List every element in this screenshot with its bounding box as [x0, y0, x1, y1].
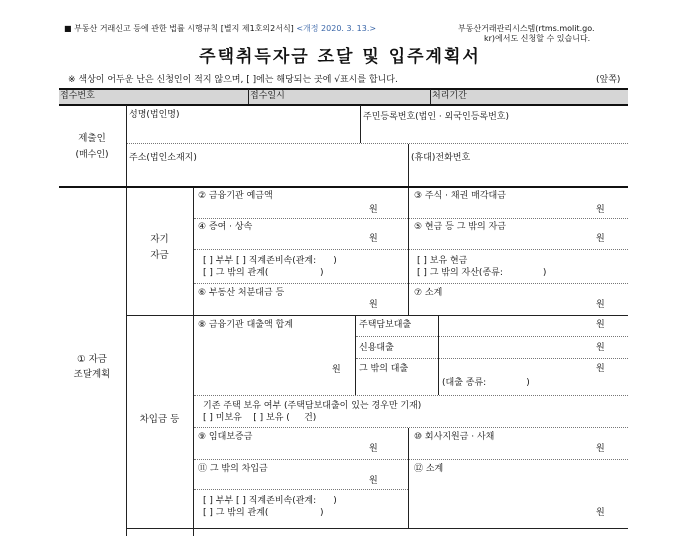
receipt-divider-1 — [248, 89, 249, 104]
borrow-relation-line-1: [ ] 부부 [ ] 직계존비속(관계: ) — [203, 496, 337, 506]
gift-relation-line-1: [ ] 부부 [ ] 직계존비속(관계: ) — [203, 256, 337, 266]
receipt-bottom-border — [59, 104, 628, 106]
item-6-property-sale: ⑥ 부동산 처분대금 등 — [198, 288, 285, 298]
row-divider — [194, 427, 628, 428]
item-8-bank-loans: ⑧ 금융기관 대출액 합계 — [198, 320, 293, 330]
page-side-label: (앞쪽) — [596, 75, 621, 85]
submitter-divider — [126, 105, 127, 186]
item-7-subtotal: ⑦ 소계 — [414, 288, 443, 298]
borrowed-funds-label: 차입금 등 — [139, 414, 180, 425]
mortgage-loan-label: 주택담보대출 — [359, 320, 412, 330]
own-funds-label: 자기 — [150, 234, 169, 245]
row-divider — [194, 459, 628, 460]
own-funds-mid-divider — [408, 188, 409, 315]
other-loan-label: 그 밖의 대출 — [359, 364, 409, 374]
row-divider — [194, 489, 408, 490]
funding-category-divider — [193, 188, 194, 536]
unit-won: 원 — [596, 508, 605, 518]
own-funds-sublabel: 자금 — [150, 250, 169, 261]
row-divider — [194, 218, 628, 219]
system-note-2: kr)에서도 신청할 수 있습니다. — [484, 34, 591, 43]
item-4-gift: ④ 증여 · 상속 — [198, 222, 253, 232]
own-funds-bottom-border — [127, 315, 628, 316]
receipt-row — [59, 89, 628, 104]
credit-loan-label: 신용대출 — [359, 343, 394, 353]
id-number-label: 주민등록번호(법인 · 외국인등록번호) — [363, 112, 510, 122]
unit-won: 원 — [369, 205, 378, 215]
borrowed-mid-divider — [408, 428, 409, 528]
address-label: 주소(법인소재지) — [129, 153, 197, 163]
address-phone-divider — [408, 144, 409, 186]
funding-section-sublabel: 조달계획 — [73, 369, 111, 380]
loan-total-divider — [355, 316, 356, 395]
legal-basis-line — [64, 24, 376, 34]
item-5-cash: ⑤ 현금 등 그 밖의 자금 — [414, 222, 506, 232]
cash-option-line-1: [ ] 보유 현금 — [417, 256, 468, 266]
name-id-divider — [360, 105, 361, 143]
unit-won: 원 — [369, 234, 378, 244]
unit-won: 원 — [596, 205, 605, 215]
gift-relation-line-2: [ ] 그 밖의 관계( ) — [203, 268, 324, 278]
phone-label: (휴대)전화번호 — [411, 153, 471, 163]
system-note-1: 부동산거래관리시스템(rtms.molit.go. — [458, 24, 595, 33]
revision-date: <개정 2020. 3. 13.> — [296, 24, 377, 33]
item-10-company-support: ⑩ 회사지원금 · 사채 — [414, 432, 495, 442]
unit-won: 원 — [596, 320, 605, 330]
legal-basis: ■ 부동산 거래신고 등에 관한 법률 시행규칙 [별지 제1호의2서식] — [64, 24, 294, 33]
unit-won: 원 — [332, 365, 341, 375]
unit-won: 원 — [596, 300, 605, 310]
unit-won: 원 — [596, 234, 605, 244]
cash-option-line-2: [ ] 그 밖의 자산(종류: ) — [417, 268, 547, 278]
row-divider — [356, 336, 628, 337]
row-divider — [194, 395, 628, 396]
borrow-relation-line-2: [ ] 그 밖의 관계( ) — [203, 508, 324, 518]
receipt-number-label: 접수번호 — [60, 91, 95, 101]
submitter-label: 제출인 — [78, 133, 106, 144]
submitter-sublabel: (매수인) — [75, 150, 109, 160]
item-11-other-borrowing: ⑪ 그 밖의 차입금 — [198, 464, 268, 474]
receipt-divider-2 — [430, 89, 431, 104]
loan-type-divider — [438, 316, 439, 395]
submitter-row-divider — [127, 143, 628, 144]
item-9-lease-deposit: ⑨ 임대보증금 — [198, 432, 253, 442]
processing-period-label: 처리기간 — [432, 91, 467, 101]
item-3-stocks: ③ 주식 · 채권 매각대금 — [414, 191, 506, 201]
borrowed-bottom-border — [127, 528, 628, 529]
row-divider — [356, 358, 628, 359]
item-2-deposits: ② 금융기관 예금액 — [198, 191, 273, 201]
form-notice: ※ 색상이 어두운 난은 신청인이 적지 않으며, [ ]에는 해당되는 곳에 √표시를 합니다. — [68, 75, 398, 85]
existing-house-options: [ ] 미보유 [ ] 보유 ( 건) — [203, 413, 317, 423]
loan-type-field: (대출 종류: ) — [442, 378, 530, 388]
item-12-subtotal: ⑫ 소계 — [414, 464, 444, 474]
funding-section-label: ① 자금 — [77, 354, 107, 365]
unit-won: 원 — [596, 364, 605, 374]
unit-won: 원 — [369, 476, 378, 486]
unit-won: 원 — [369, 300, 378, 310]
submitter-bottom-border — [59, 186, 628, 188]
row-divider — [194, 283, 628, 284]
unit-won: 원 — [596, 444, 605, 454]
existing-house-question: 기존 주택 보유 여부 (주택담보대출이 있는 경우만 기재) — [203, 401, 422, 411]
unit-won: 원 — [596, 343, 605, 353]
top-border — [59, 88, 628, 90]
unit-won: 원 — [369, 444, 378, 454]
receipt-date-label: 접수일시 — [250, 91, 285, 101]
form-title: 주택취득자금 조달 및 입주계획서 — [199, 47, 481, 67]
name-label: 성명(법인명) — [129, 110, 180, 120]
row-divider — [194, 249, 628, 250]
